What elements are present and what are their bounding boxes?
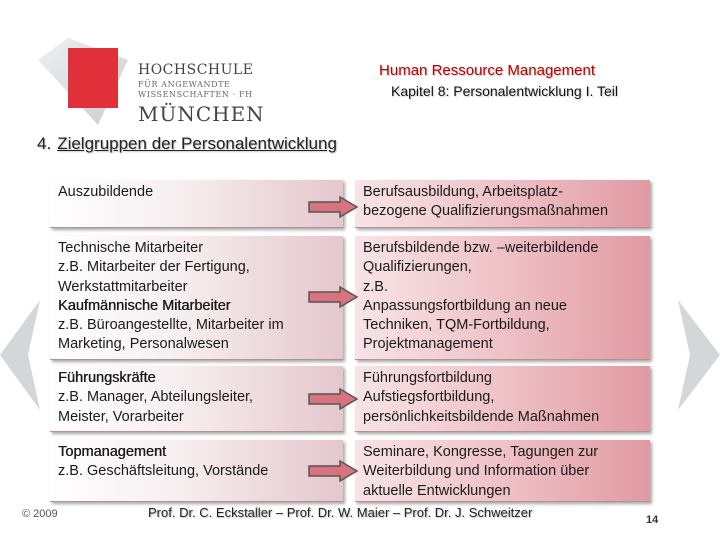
target-group-box-2 [50,236,343,360]
measure-line: Aufstiegsfortbildung, [363,389,495,406]
measure-line: bezogene Qualifizierungsmaßnahmen [363,203,609,220]
measure-box-1 [355,180,650,228]
arrow-right-icon [308,460,358,482]
measure-line: Anpassungsfortbildung an neue [363,297,567,314]
target-group-title: Kaufmännische Mitarbeiter [58,297,231,314]
logo-text-line2: FÜR ANGEWANDTE [138,80,231,89]
target-group-detail: z.B. Büroangestellte, Mitarbeiter im [58,317,284,334]
target-group-title: Topmanagement [58,444,167,460]
logo-emblem-icon [28,30,138,130]
arrow-right-icon [308,196,358,218]
target-group-detail: Meister, Vorarbeiter [58,408,184,425]
target-group-box-3 [50,366,343,432]
page-number: 14 [646,514,659,526]
measure-line: Berufsausbildung, Arbeitsplatz- [363,184,563,200]
target-group-title: Führungskräfte [58,370,156,386]
target-group-detail: Marketing, Personalwesen [58,336,229,353]
header-subtitle: Kapitel 8: Personalentwicklung I. Teil [391,83,618,99]
logo-text-line4: MÜNCHEN [138,102,265,126]
target-group-detail: Werkstattmitarbeiter [58,278,188,295]
target-group-box-4 [50,440,343,502]
target-group-detail: z.B. Geschäftsleitung, Vorstände [58,463,269,480]
measure-line: Führungsfortbildung [363,370,492,386]
university-logo [28,30,265,130]
right-chevron-decoration-icon [678,300,720,410]
measure-box-2 [355,236,650,360]
target-group-title: Auszubildende [58,184,154,200]
measure-box-3 [355,366,650,432]
section-number: 4. [37,134,52,153]
target-group-detail: z.B. Mitarbeiter der Fertigung, [58,259,250,276]
measure-line: aktuelle Entwicklungen [363,482,511,499]
target-group-title: Technische Mitarbeiter [58,240,204,256]
measure-box-4 [355,440,650,502]
measure-line: Projektmanagement [363,336,493,353]
measure-line: persönlichkeitsbildende Maßnahmen [363,408,600,425]
measure-line: Seminare, Kongresse, Tagungen zur [363,444,599,460]
target-group-detail: z.B. Manager, Abteilungsleiter, [58,389,254,406]
section-title: Zielgruppen der Personalentwicklung [57,134,337,153]
measure-line: Weiterbildung und Information über [363,463,590,480]
measure-line: Berufsbildende bzw. –weiterbildende [363,240,599,256]
target-group-box-1 [50,180,343,228]
measure-line: Qualifizierungen, [363,259,472,276]
header-title: Human Ressource Management [379,62,595,79]
footer-copyright: © 2009 [22,508,58,520]
arrow-right-icon [308,388,358,410]
footer-authors: Prof. Dr. C. Eckstaller – Prof. Dr. W. Maier – Prof. Dr. J. Schweitzer [148,505,533,520]
left-chevron-decoration-icon [0,300,40,410]
logo-text-line3: WISSENSCHAFTEN · FH [138,90,253,99]
logo-text-line1: HOCHSCHULE [138,62,254,78]
section-heading [37,134,337,154]
arrow-right-icon [308,286,358,308]
measure-line: z.B. [363,278,388,295]
measure-line: Techniken, TQM-Fortbildung, [363,317,550,334]
